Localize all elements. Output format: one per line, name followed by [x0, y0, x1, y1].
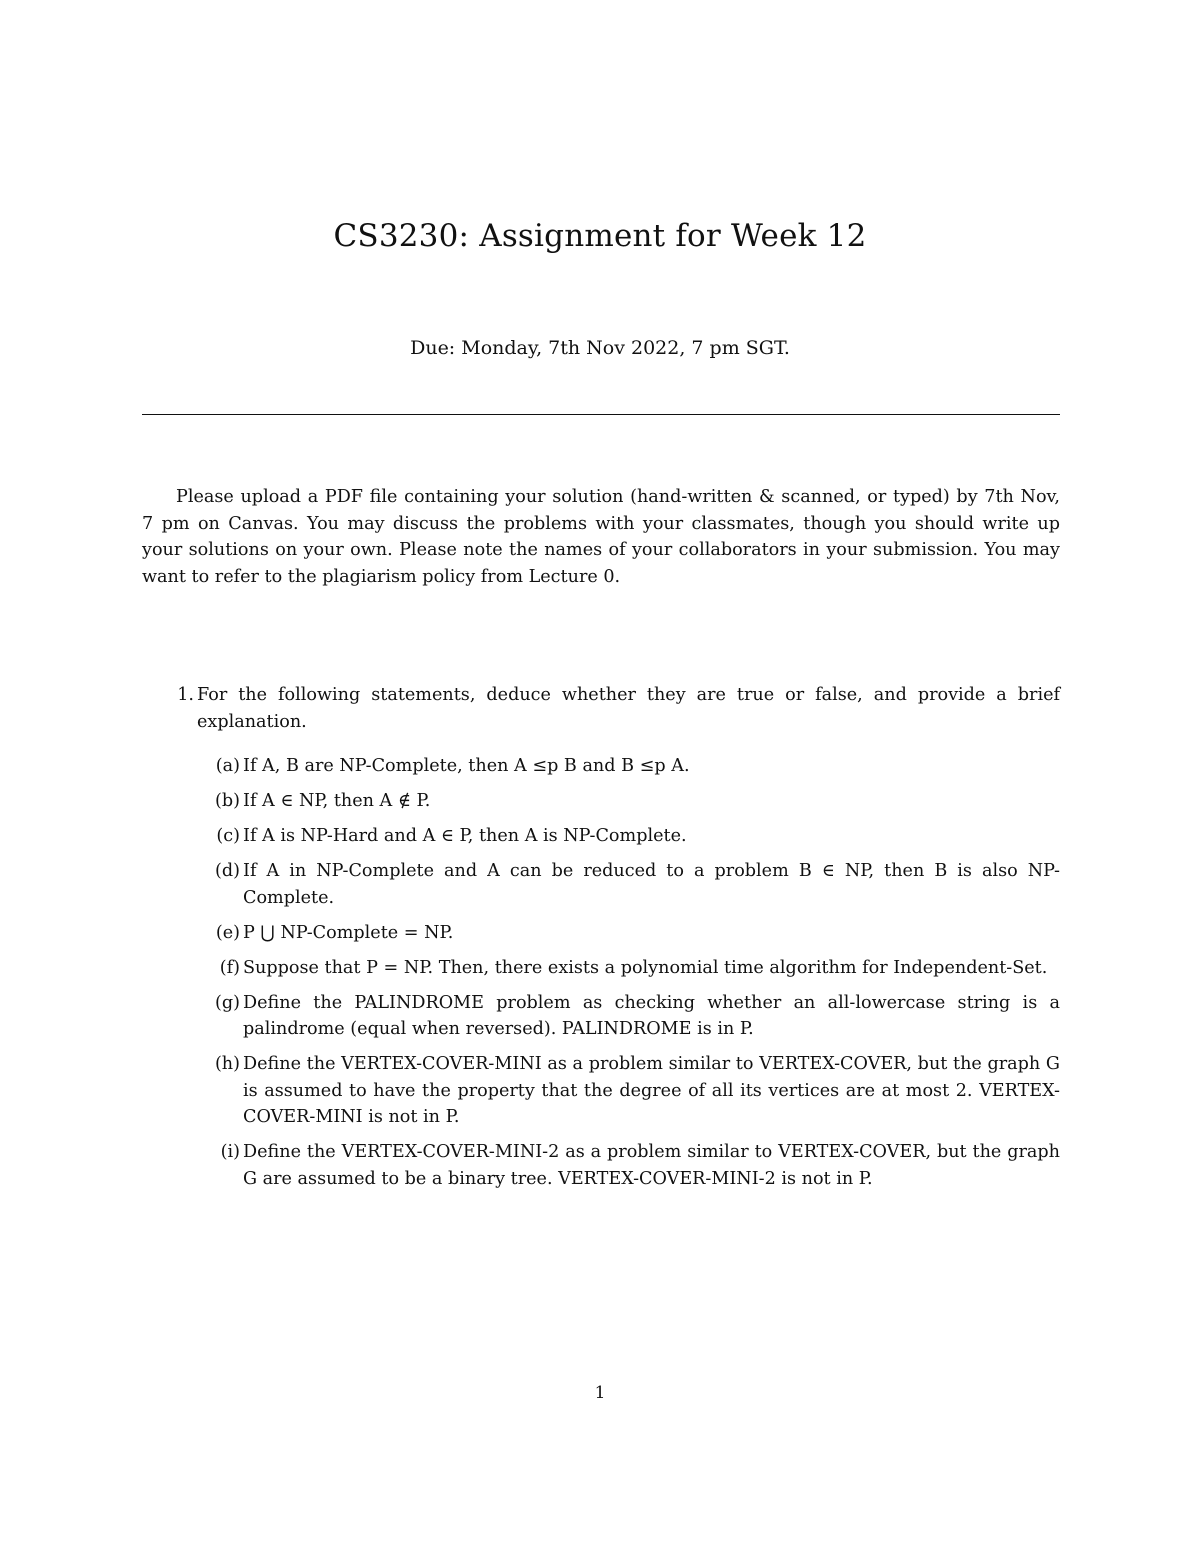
part-d: [142, 858, 1060, 911]
part-text: Suppose that P = NP. Then, there exists a polynomial time algorithm for Independent-Set.: [243, 957, 1048, 978]
part-text: P ⋃ NP-Complete = NP.: [243, 922, 454, 943]
question-1-header: [142, 682, 1060, 735]
part-text: If A is NP-Hard and A ∈ P, then A is NP-Complete.: [243, 826, 687, 846]
page-number: 1: [594, 1383, 606, 1403]
part-label: (a): [215, 756, 240, 776]
part-label: (g): [215, 992, 240, 1013]
part-label: (c): [216, 826, 240, 846]
part-a: [142, 753, 1060, 780]
part-b: [142, 788, 1060, 815]
part-e: [142, 920, 1060, 947]
document-title: CS3230: Assignment for Week 12: [333, 218, 867, 254]
question-text: For the following statements, deduce whether they are true or false, and provide a brief explanation.: [197, 685, 1060, 732]
due-date: Due: Monday, 7th Nov 2022, 7 pm SGT.: [410, 337, 790, 359]
part-label: (d): [215, 861, 240, 881]
part-text: If A ∈ NP, then A ∉ P.: [243, 791, 431, 811]
question-1: [142, 682, 1060, 1201]
part-label: (b): [215, 791, 240, 811]
part-c: [142, 823, 1060, 850]
question-number: 1.: [177, 685, 194, 705]
horizontal-rule: [142, 414, 1060, 415]
part-label: (e): [215, 922, 240, 943]
part-text: If A, B are NP-Complete, then A ≤p B and B ≤p A.: [243, 756, 690, 776]
part-text: Define the VERTEX-COVER-MINI-2 as a problem similar to VERTEX-COVER, but the graph G are assumed to be a binary tree. VERTEX-COVER-MINI-2 is not in P.: [243, 1142, 1060, 1189]
part-text: Define the PALINDROME problem as checking whether an all-lowercase string is a palindrome (equal when reversed). PALINDROME is in P.: [243, 992, 1060, 1039]
part-label: (i): [220, 1142, 240, 1162]
part-text: If A in NP-Complete and A can be reduced to a problem B ∈ NP, then B is also NP-Complete.: [243, 861, 1060, 908]
part-text: Define the VERTEX-COVER-MINI as a problem similar to VERTEX-COVER, but the graph G is assumed to have the property that the degree of all its vertices are at most 2. VERTEX-COVER-MINI is not in P.: [243, 1054, 1060, 1127]
part-h: [142, 1051, 1060, 1131]
part-label: (h): [214, 1054, 240, 1074]
instructions-paragraph: Please upload a PDF file containing your solution (hand-written & scanned, or typed) by 7th Nov, 7 pm on Canvas. You may discuss the problems with your classmates, though you should write up your solutions on your own. Please note the names of your collaborators in your submission. You may want to refer to the plagiarism policy from Lecture 0.: [142, 487, 1060, 587]
part-i: [142, 1139, 1060, 1192]
part-label: (f): [219, 957, 240, 978]
part-g: [142, 990, 1060, 1043]
question-1-parts: [142, 753, 1060, 1192]
part-f: [142, 955, 1060, 982]
